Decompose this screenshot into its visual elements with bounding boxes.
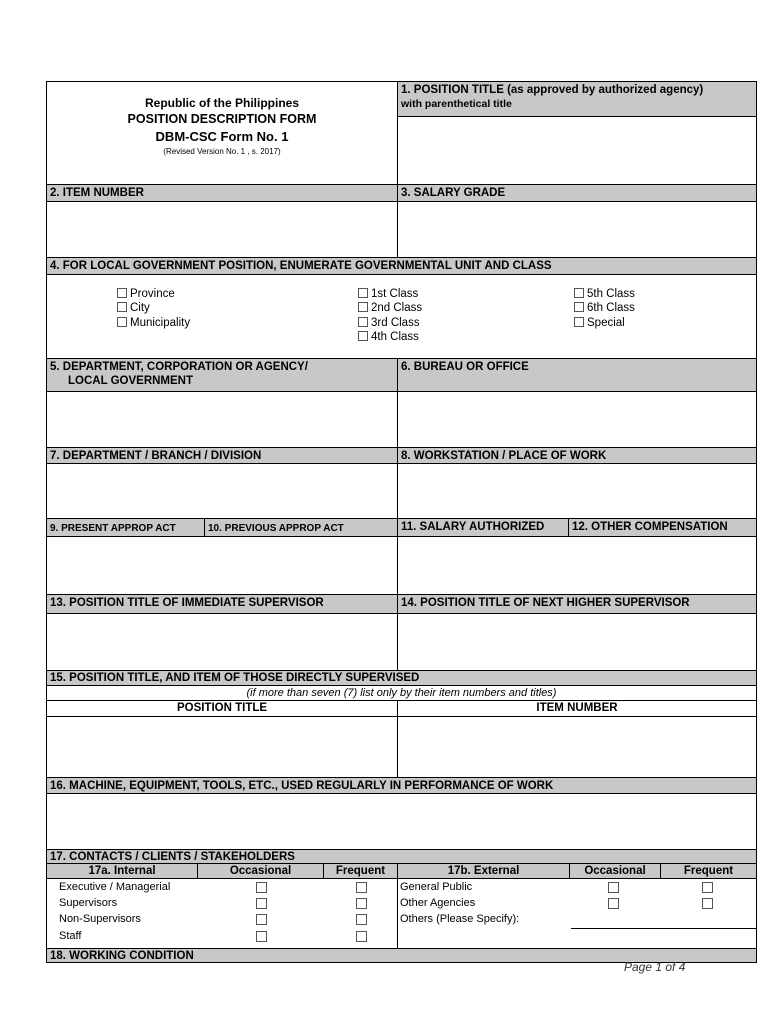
field-1-header bbox=[397, 81, 757, 117]
lgu-option-municipality[interactable] bbox=[117, 317, 190, 329]
checkbox-icon[interactable] bbox=[356, 898, 367, 909]
option-label: 1st Class bbox=[371, 288, 419, 300]
internal-row-supervisors: Supervisors bbox=[59, 897, 118, 909]
checkbox-icon[interactable] bbox=[256, 914, 267, 925]
field-16-header: 16. MACHINE, EQUIPMENT, TOOLS, ETC., USED REGULARLY IN PERFORMANCE OF WORK bbox=[46, 777, 757, 794]
class-option-2nd[interactable] bbox=[358, 302, 422, 314]
field-5-sublabel: LOCAL GOVERNMENT bbox=[68, 375, 194, 387]
field-5-header bbox=[46, 358, 398, 392]
next-higher-supervisor-input[interactable] bbox=[397, 613, 757, 671]
internal-frequent-header: Frequent bbox=[323, 863, 398, 879]
field-12-header: 12. OTHER COMPENSATION bbox=[568, 518, 757, 537]
checkbox-icon[interactable] bbox=[358, 331, 368, 341]
field-2-header: 2. ITEM NUMBER bbox=[46, 184, 398, 202]
option-label: City bbox=[130, 302, 150, 314]
field-17-header: 17. CONTACTS / CLIENTS / STAKEHOLDERS bbox=[46, 849, 757, 864]
external-frequent-header: Frequent bbox=[660, 863, 757, 879]
checkbox-icon[interactable] bbox=[608, 882, 619, 893]
checkbox-icon[interactable] bbox=[358, 302, 368, 312]
field-1-sublabel: with parenthetical title bbox=[401, 98, 512, 110]
workstation-input[interactable] bbox=[397, 463, 757, 519]
internal-row-staff: Staff bbox=[59, 930, 82, 942]
class-option-3rd[interactable] bbox=[358, 317, 420, 329]
checkbox-icon[interactable] bbox=[356, 931, 367, 942]
checkbox-icon[interactable] bbox=[702, 882, 713, 893]
class-option-1st[interactable] bbox=[358, 288, 418, 300]
option-label: 2nd Class bbox=[371, 302, 423, 314]
external-row-agencies: Other Agencies bbox=[400, 897, 476, 909]
checkbox-icon[interactable] bbox=[574, 288, 584, 298]
option-label: 6th Class bbox=[587, 302, 635, 314]
checkbox-icon[interactable] bbox=[117, 302, 127, 312]
internal-occasional-header: Occasional bbox=[197, 863, 324, 879]
salary-compensation-input[interactable] bbox=[397, 536, 757, 595]
revision-note: (Revised Version No. 1 , s. 2017) bbox=[163, 147, 281, 156]
field-5-label: 5. DEPARTMENT, CORPORATION OR AGENCY/ bbox=[50, 361, 308, 373]
checkbox-icon[interactable] bbox=[356, 882, 367, 893]
checkbox-icon[interactable] bbox=[574, 317, 584, 327]
checkbox-icon[interactable] bbox=[358, 288, 368, 298]
checkbox-icon[interactable] bbox=[256, 882, 267, 893]
option-label: 4th Class bbox=[371, 331, 419, 343]
position-title-input[interactable] bbox=[397, 116, 757, 185]
field-13-header: 13. POSITION TITLE OF IMMEDIATE SUPERVISOR bbox=[46, 594, 398, 614]
checkbox-icon[interactable] bbox=[702, 898, 713, 909]
field-15-header: 15. POSITION TITLE, AND ITEM OF THOSE DIRECTLY SUPERVISED bbox=[46, 670, 757, 686]
class-option-5th[interactable] bbox=[574, 288, 635, 300]
option-label: Special bbox=[587, 317, 625, 329]
department-agency-input[interactable] bbox=[46, 391, 398, 448]
field-4-header: 4. FOR LOCAL GOVERNMENT POSITION, ENUMERATE GOVERNMENTAL UNIT AND CLASS bbox=[46, 257, 757, 275]
checkbox-icon[interactable] bbox=[358, 317, 368, 327]
class-option-4th[interactable] bbox=[358, 331, 419, 343]
form-title-box bbox=[46, 81, 398, 185]
page-number: Page 1 of 4 bbox=[624, 960, 686, 974]
field-10-header: 10. PREVIOUS APPROP ACT bbox=[204, 518, 398, 537]
option-label: 5th Class bbox=[587, 288, 635, 300]
field-3-header: 3. SALARY GRADE bbox=[397, 184, 757, 202]
immediate-supervisor-input[interactable] bbox=[46, 613, 398, 671]
external-row-public: General Public bbox=[400, 881, 473, 893]
checkbox-icon[interactable] bbox=[608, 898, 619, 909]
checkbox-icon[interactable] bbox=[256, 898, 267, 909]
item-number-input[interactable] bbox=[46, 201, 398, 258]
supervised-title-input[interactable] bbox=[46, 716, 398, 778]
bureau-office-input[interactable] bbox=[397, 391, 757, 448]
field-11-header: 11. SALARY AUTHORIZED bbox=[397, 518, 569, 537]
republic-line: Republic of the Philippines bbox=[144, 96, 299, 110]
field-18-header: 18. WORKING CONDITION bbox=[46, 948, 757, 963]
field-1-label: 1. POSITION TITLE (as approved by authorized agency) bbox=[401, 84, 704, 96]
salary-grade-input[interactable] bbox=[397, 201, 757, 258]
external-header: 17b. External bbox=[397, 863, 570, 879]
lgu-class-box bbox=[46, 274, 757, 359]
option-label: Province bbox=[130, 288, 175, 300]
checkbox-icon[interactable] bbox=[117, 288, 127, 298]
internal-row-executive: Executive / Managerial bbox=[59, 881, 171, 893]
supervised-title-column: POSITION TITLE bbox=[46, 700, 398, 717]
others-specify-line[interactable] bbox=[571, 928, 757, 929]
form-name: POSITION DESCRIPTION FORM bbox=[127, 112, 317, 126]
field-8-header: 8. WORKSTATION / PLACE OF WORK bbox=[397, 447, 757, 464]
field-15-note: (if more than seven (7) list only by their item numbers and titles) bbox=[46, 685, 757, 701]
external-row-others: Others (Please Specify): bbox=[400, 913, 520, 925]
class-option-6th[interactable] bbox=[574, 302, 635, 314]
option-label: 3rd Class bbox=[371, 317, 420, 329]
external-occasional-header: Occasional bbox=[569, 863, 661, 879]
supervised-item-column: ITEM NUMBER bbox=[397, 700, 757, 717]
field-14-header: 14. POSITION TITLE OF NEXT HIGHER SUPERVISOR bbox=[397, 594, 757, 614]
machines-tools-input[interactable] bbox=[46, 793, 757, 850]
internal-row-non-supervisors: Non-Supervisors bbox=[59, 913, 141, 925]
approp-act-input[interactable] bbox=[46, 536, 398, 595]
branch-division-input[interactable] bbox=[46, 463, 398, 519]
supervised-item-input[interactable] bbox=[397, 716, 757, 778]
checkbox-icon[interactable] bbox=[356, 914, 367, 925]
class-option-special[interactable] bbox=[574, 317, 625, 329]
lgu-option-province[interactable] bbox=[117, 288, 175, 300]
contacts-divider bbox=[397, 878, 398, 949]
checkbox-icon[interactable] bbox=[574, 302, 584, 312]
form-number: DBM-CSC Form No. 1 bbox=[155, 129, 289, 144]
checkbox-icon[interactable] bbox=[256, 931, 267, 942]
field-6-header: 6. BUREAU OR OFFICE bbox=[397, 358, 757, 392]
internal-header: 17a. Internal bbox=[46, 863, 198, 879]
field-7-header: 7. DEPARTMENT / BRANCH / DIVISION bbox=[46, 447, 398, 464]
option-label: Municipality bbox=[130, 317, 191, 329]
lgu-option-city[interactable] bbox=[117, 302, 150, 314]
checkbox-icon[interactable] bbox=[117, 317, 127, 327]
field-9-header: 9. PRESENT APPROP ACT bbox=[46, 518, 205, 537]
